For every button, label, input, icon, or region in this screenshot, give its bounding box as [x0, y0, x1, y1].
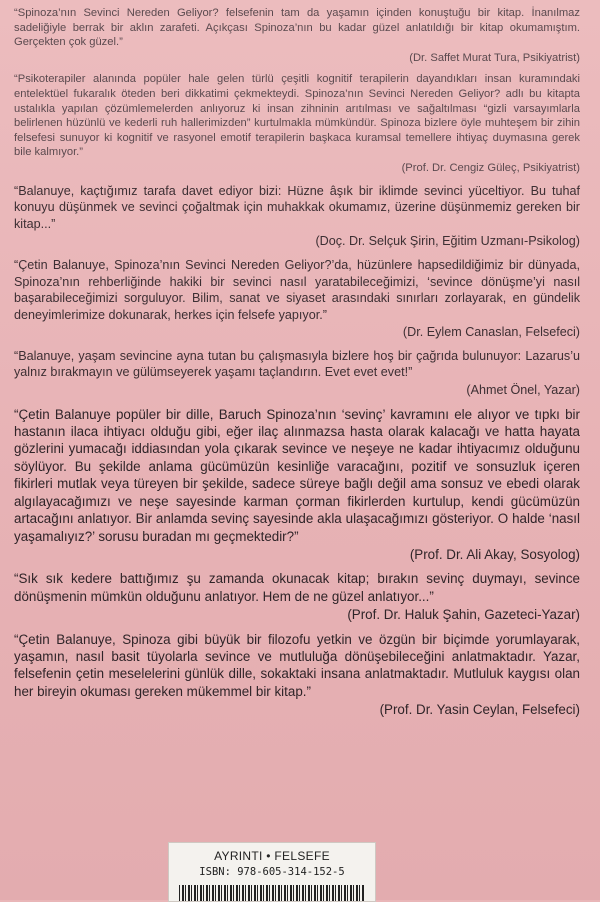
blurb — [14, 348, 580, 399]
blurb-quote: “Çetin Balanuye, Spinoza gibi büyük bir filozofu yetkin ve özgün bir biçimde yorumlayarak, yaşamın, nasıl basit tüyolarla sevince ve mutluluğa dönüşebileceğini anlatmaktadır. Yazar, felsefenin çetin meselelerini günlük dille, sokaktaki insana anlatmaktadır. Mutluluk kaygısı olan her bireyin okuması gereken mükemmel bir kitap.” — [14, 631, 580, 699]
isbn-label — [168, 842, 376, 902]
blurb-source: (Dr. Eylem Canaslan, Felsefeci) — [402, 325, 580, 340]
blurb-quote: “Çetin Balanuye popüler bir dille, Baruch Spinoza’nın ‘sevinç’ kavramını ele alıyor ve tıpkı bir hastanın ilaca ihtiyacı olduğu gibi, eğer ilaç alınmazsa hasta olarak kalacağı ve hatta hayata gözlerini yumacağı iddiasından yola çıkarak sevince ve neşeye ne kadar ihtiyacımız olduğunu söylüyor. Bu şekilde anlama gücümüzün kesinliğe varacağını, pozitif ve sonsuzluk içeren fikirleri mutlak veya türeyen bir şekilde, sadece süreye bağlı değil ama sonsuz ve ebedi olarak algılayacağımızı ve neşe sayesinde karman çorman fikirlerden kurtulup, kendi gücümüzün artacağını anlatıyor. Bir anlamda sevinç sayesinde akla ulaşacağımızı gösteriyor. O halde ‘nasıl yaşamalıyız?’ sorusu buradan mı geçmektedir?” — [14, 406, 580, 544]
barcode-icon — [179, 885, 365, 901]
blurb-source: (Prof. Dr. Ali Akay, Sosyolog) — [409, 546, 580, 562]
blurb-quote: “Çetin Balanuye, Spinoza’nın Sevinci Nereden Geliyor?’da, hüzünlere hapsedildiğimiz bir dünyada, Spinoza’nın rehberliğinde hakiki bir sevinci nasıl yaratabileceğimizi, ‘sevince dönüşme’yi nasıl başarabileceğimizi sorguluyor. Bilim, sanat ve siyaset arasındaki sınırları zorlayarak, en gündelik deneyimlerimize dokunarak, herkes için felsefe yapıyor.” — [14, 257, 580, 322]
blurb — [14, 257, 580, 341]
blurb — [14, 6, 580, 65]
blurb-quote: “Psikoterapiler alanında popüler hale gelen türlü çeşitli kognitif terapilerin dayandıkları insan kuramındaki entelektüel fukaralık öteden beri dikkatimi çekmekteydi. Spinoza’nın Sevinci Nereden Geliyor? adlı bu kitapta ustalıkla yapılan çözümlemelerden anlıyoruz ki insan zihninin arıtılması ve sağaltılması “gizli varsayımlarla belirlenen hüzünlü ve kederli ruh hallerimizden” kurtulmakla mümkündür. Spinoza bizlere öyle muhteşem bir zihin felsefesi sunuyor ki kognitif ve rasyonel emotif terapilerin başkaca kuramsal temellere ihtiyaç duymasına gerek bile kalmıyor.” — [14, 73, 580, 159]
blurb-quote: “Balanuye, kaçtığımız tarafa davet ediyor bizi: Hüzne âşık bir iklimde sevinci yüceltiyor. Bu tuhaf konuyu düşünmek ve sevinci çoğaltmak için muhakkak okumamız, üzerine düşünmemiz gereken bir kitap...” — [14, 183, 580, 231]
blurb-list — [14, 6, 580, 726]
blurb-source: (Prof. Dr. Yasin Ceylan, Felsefeci) — [379, 702, 580, 718]
series-label: AYRINTI • FELSEFE — [214, 849, 330, 863]
blurb-source: (Prof. Dr. Haluk Şahin, Gazeteci-Yazar) — [347, 607, 580, 623]
blurb — [14, 406, 580, 564]
blurb — [14, 631, 580, 719]
blurb — [14, 72, 580, 175]
blurb — [14, 183, 580, 250]
blurb-quote: “Balanuye, yaşam sevincine ayna tutan bu çalışmasıyla bizlere hoş bir çağrıda bulunuyor: Lazarus’u yalnız bırakmayın ve gülümseyerek yaşamı taçlandırın. Evet evet evet!” — [14, 348, 580, 380]
blurb-source: (Ahmet Önel, Yazar) — [466, 383, 580, 398]
blurb — [14, 570, 580, 623]
blurb-source: (Dr. Saffet Murat Tura, Psikiyatrist) — [409, 51, 580, 64]
blurb-quote: “Sık sık kedere battığımız şu zamanda okunacak kitap; bırakın sevinç duymayı, sevince dönüşmenin mümkün olduğunu anlatıyor. Hem de ne güzel anlatıyor...” — [14, 571, 580, 604]
blurb-source: (Prof. Dr. Cengiz Güleç, Psikiyatrist) — [401, 161, 580, 174]
isbn-number: ISBN: 978-605-314-152-5 — [199, 866, 345, 878]
blurb-quote: “Spinoza’nın Sevinci Nereden Geliyor? felsefenin tam da yaşamın içinden konuştuğu bir kitap. İnanılmaz sadeliğiyle berrak bir aklın zarafeti. Açıkçası Spinoza’nın bu kadar güzel anlatıldığı bir kitap okumamıştım. Gerçekten çok güzel.” — [14, 7, 580, 49]
blurb-source: (Doç. Dr. Selçuk Şirin, Eğitim Uzmanı-Psikolog) — [315, 234, 580, 249]
